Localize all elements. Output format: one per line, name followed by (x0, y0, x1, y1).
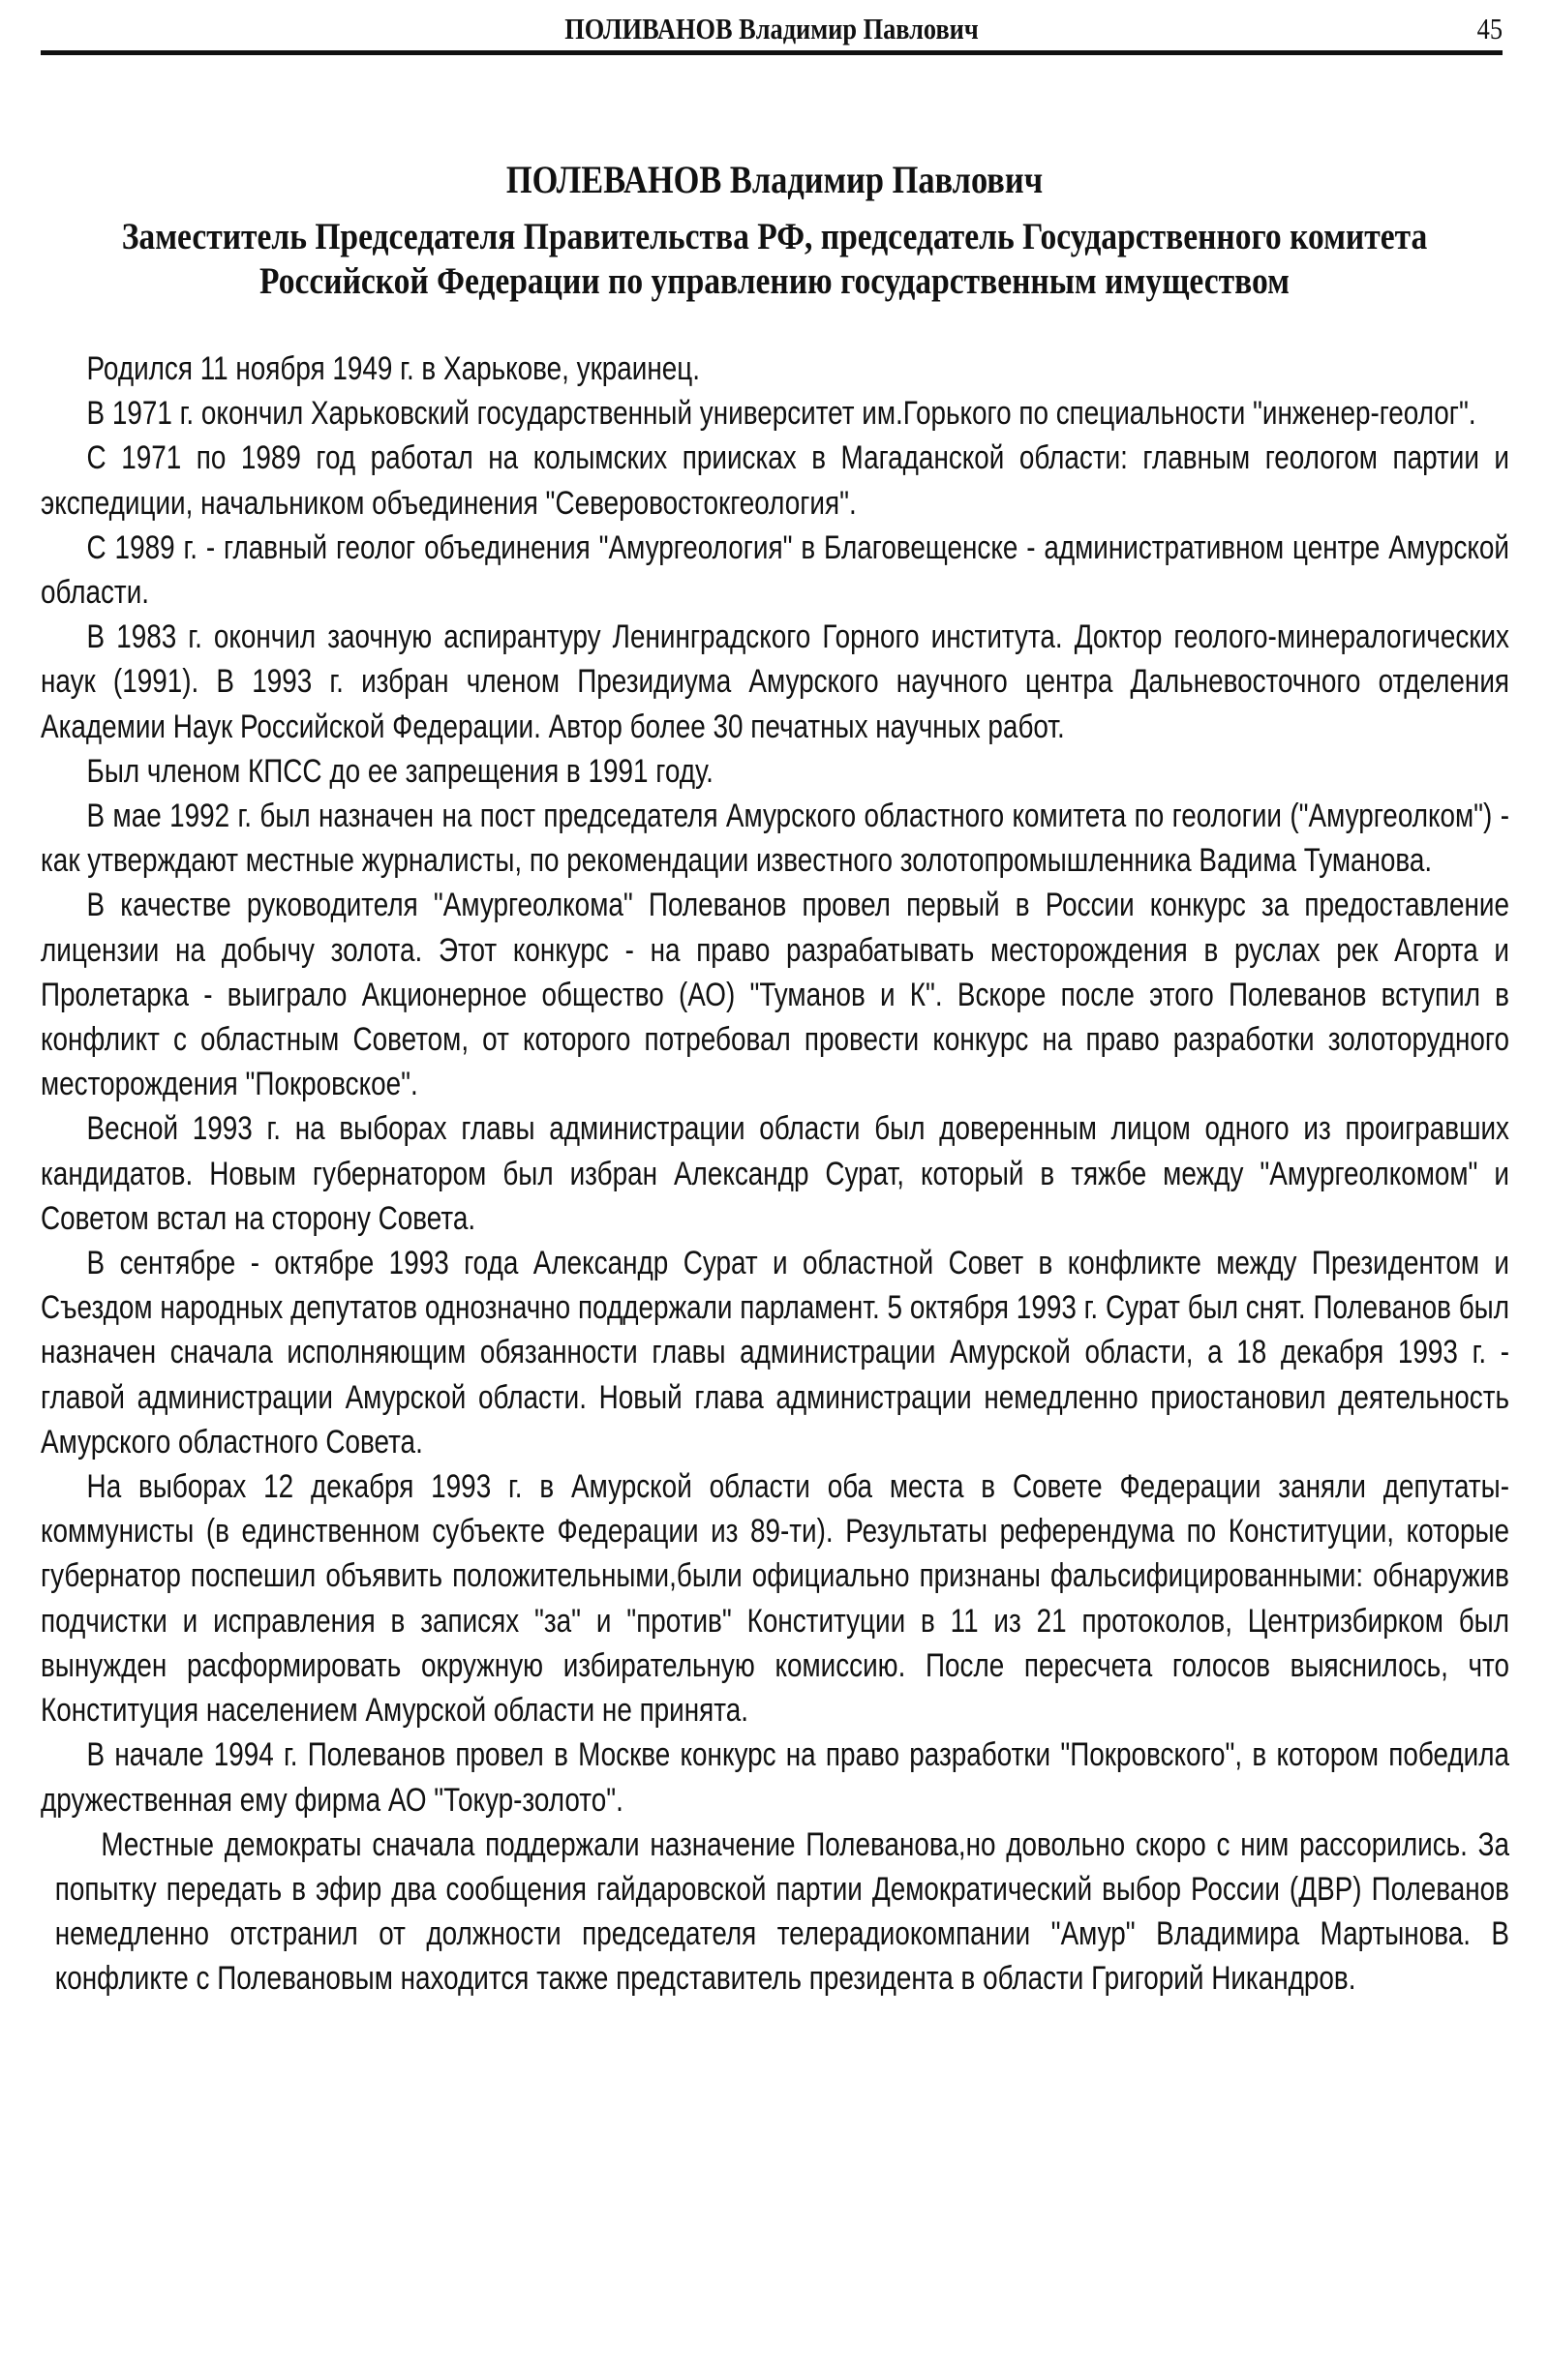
paragraph: Местные демократы сначала поддержали назначение Полеванова,но довольно скоро с ним рассорились. За попытку передать в эфир два сообщения гайдаровской партии Демократический выбор России (ДВР) Полеванов немедленно отстранил от должности председателя телерадиокомпании "Амур" Владимира Мартынова. В конфликте с Полевановым находится также представитель президента в области Григорий Никандров. (54, 1825, 1510, 1998)
paragraph: С 1989 г. - главный геолог объединения "Амургеология" в Благовещенске - административном центре Амурской области. (41, 528, 1509, 612)
paragraph: Родился 11 ноября 1949 г. в Харькове, украинец. (86, 350, 700, 387)
paragraph: В сентябре - октябре 1993 года Александр Сурат и областной Совет в конфликте между Президентом и Съездом народных депутатов однозначно поддержали парламент. 5 октября 1993 г. Сурат был снят. Полеванов был назначен сначала исполняющим обязанности главы администрации Амурской области, а 18 декабря 1993 г. - главой администрации Амурской области. Новый глава администрации немедленно приостановил деятельность Амурского областного Совета. (41, 1245, 1509, 1461)
paragraph: В 1971 г. окончил Харьковский государственный университет им.Горького по специальности "инженер-геолог". (86, 395, 1476, 433)
running-head (41, 8, 1503, 55)
page-number: 45 (1476, 12, 1503, 45)
paragraph: Весной 1993 г. на выборах главы администрации области был доверенным лицом одного из проигравших кандидатов. Новым губернатором был избран Александр Сурат, который в тяжбе между "Амургеолкомом" и Советом встал на сторону Совета. (41, 1110, 1509, 1237)
article-title: ПОЛЕВАНОВ Владимир Павлович (505, 158, 1044, 201)
paragraph: Был членом КПСС до ее запрещения в 1991 году. (86, 752, 714, 790)
running-head-title: ПОЛИВАНОВ Владимир Павлович (564, 12, 979, 45)
paragraph: В 1983 г. окончил заочную аспирантуру Ленинградского Горного института. Доктор геолого-минералогических наук (1991). В 1993 г. избран членом Президиума Амурского научного центра Дальневосточного отделения Академии Наук Российской Федерации. Автор более 30 печатных научных работ. (41, 618, 1509, 745)
paragraph: В качестве руководителя "Амургеолкома" Полеванов провел первый в России конкурс за предоставление лицензии на добычу золота. Этот конкурс - на право разрабатывать месторождения в руслах рек Агорта и Пролетарка - выиграло Акционерное общество (АО) "Туманов и К". Вскоре после этого Полеванов вступил в конфликт с областным Советом, от которого потребовал провести конкурс на право разработки золоторудного месторождения "Покровское". (41, 887, 1509, 1103)
article-body (41, 346, 1509, 2002)
paragraph: На выборах 12 декабря 1993 г. в Амурской области оба места в Совете Федерации заняли депутаты-коммунисты (в единственном субъекте Федерации из 89-ти). Результаты референдума по Конституции, которые губернатор поспешил объявить положительными,были официально признаны фальсифицированными: обнаружив подчистки и исправления в записях "за" и "против" Конституции в 11 из 21 протоколов, Центризбирком был вынужден расформировать окружную избирательную комиссию. После пересчета голосов выяснилось, что Конституция населением Амурской области не принята. (41, 1468, 1509, 1730)
article-subtitle: Заместитель Председателя Правительства РФ, председатель Государственного комитета Российской Федерации по управлению государственным имуществом (121, 216, 1428, 302)
paragraph: В мае 1992 г. был назначен на пост председателя Амурского областного комитета по геологии ("Амургеолком") - как утверждают местные журналисты, по рекомендации известного золотопромышленника Вадима Туманова. (41, 798, 1509, 880)
paragraph: С 1971 по 1989 год работал на колымских приисках в Магаданской области: главным геологом партии и экспедиции, начальником объединения "Северовостокгеология". (41, 439, 1509, 522)
paragraph: В начале 1994 г. Полеванов провел в Москве конкурс на право разработки "Покровского", в котором победила дружественная ему фирма АО "Токур-золото". (41, 1736, 1509, 1819)
